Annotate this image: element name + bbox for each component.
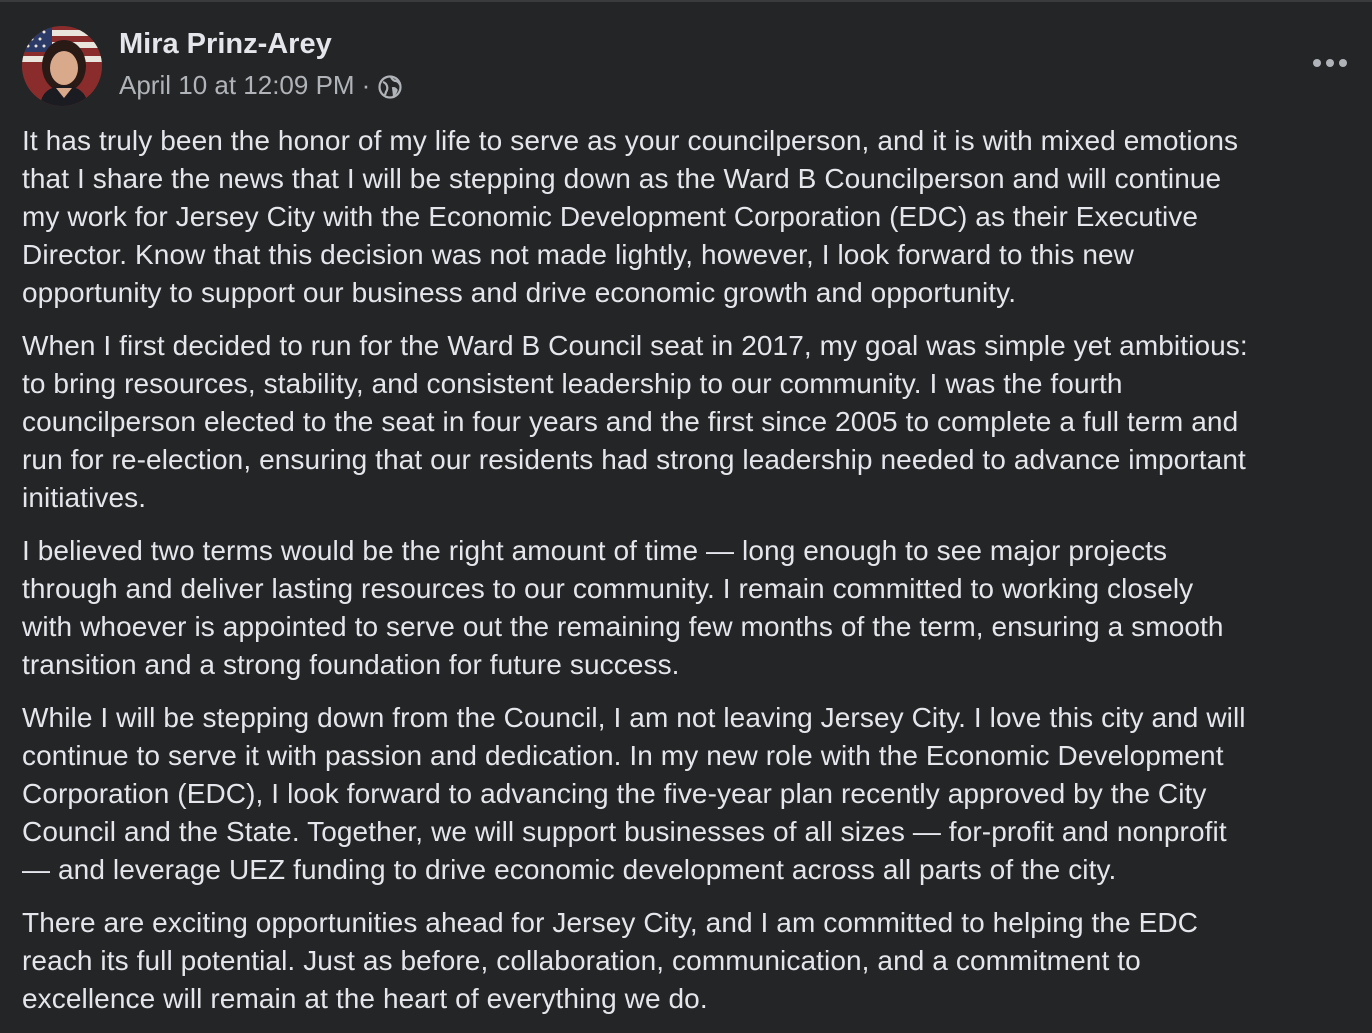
text-line: that I share the news that I will be stepping down as the Ward B Councilperson and will continue xyxy=(22,163,1222,194)
post-paragraph xyxy=(22,122,1370,312)
post-meta xyxy=(119,70,403,101)
text-line: While I will be stepping down from the Council, I am not leaving Jersey City. I love this city and will xyxy=(22,702,1246,733)
text-line: councilperson elected to the seat in four years and the first since 2005 to complete a full term and xyxy=(22,406,1239,437)
text-line: It has truly been the honor of my life to serve as your councilperson, and it is with mixed emotions xyxy=(22,125,1239,156)
text-line: excellence will remain at the heart of everything we do. xyxy=(22,983,708,1014)
text-line: continue to serve it with passion and dedication. In my new role with the Economic Development xyxy=(22,740,1224,771)
text-line: Director. Know that this decision was not made lightly, however, I look forward to this new xyxy=(22,239,1134,270)
post-timestamp[interactable]: April 10 at 12:09 PM xyxy=(119,70,355,100)
text-line: transition and a strong foundation for future success. xyxy=(22,649,680,680)
post-paragraph xyxy=(22,904,1370,1018)
text-line: Council and the State. Together, we will support businesses of all sizes — for-profit and nonprofit xyxy=(22,816,1227,847)
text-line: to bring resources, stability, and consistent leadership to our community. I was the fourth xyxy=(22,368,1123,399)
text-line: with whoever is appointed to serve out the remaining few months of the term, ensuring a smooth xyxy=(22,611,1224,642)
more-horizontal-icon xyxy=(1312,55,1348,73)
text-line: When I first decided to run for the Ward B Council seat in 2017, my goal was simple yet ambitious: xyxy=(22,330,1248,361)
text-line: reach its full potential. Just as before, collaboration, communication, and a commitment to xyxy=(22,945,1141,976)
text-line: opportunity to support our business and drive economic growth and opportunity. xyxy=(22,277,1017,308)
post-paragraph xyxy=(22,532,1370,684)
post-body xyxy=(22,122,1370,1033)
text-line: my work for Jersey City with the Economic Development Corporation (EDC) as their Executive xyxy=(22,201,1199,232)
text-line: through and deliver lasting resources to our community. I remain committed to working closely xyxy=(22,573,1194,604)
avatar[interactable] xyxy=(22,26,102,106)
post-paragraph xyxy=(22,327,1370,517)
text-line: run for re-election, ensuring that our residents had strong leadership needed to advance important xyxy=(22,444,1246,475)
text-line: Corporation (EDC), I look forward to advancing the five-year plan recently approved by the City xyxy=(22,778,1207,809)
text-line: There are exciting opportunities ahead for Jersey City, and I am committed to helping the EDC xyxy=(22,907,1199,938)
text-line: — and leverage UEZ funding to drive economic development across all parts of the city. xyxy=(22,854,1117,885)
post-header xyxy=(22,26,1352,108)
text-line: I believed two terms would be the right amount of time — long enough to see major projects xyxy=(22,535,1168,566)
more-options-button[interactable] xyxy=(1308,46,1352,82)
globe-icon[interactable] xyxy=(377,74,403,100)
meta-separator: · xyxy=(361,70,371,100)
text-line: initiatives. xyxy=(22,482,147,513)
author-name[interactable]: Mira Prinz-Arey xyxy=(119,28,332,60)
post-paragraph xyxy=(22,699,1370,889)
